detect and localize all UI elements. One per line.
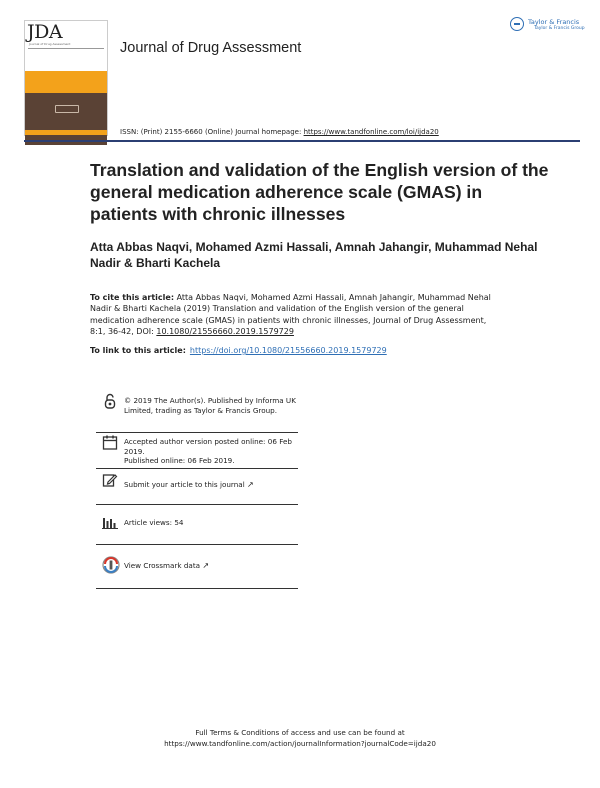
publisher-logo[interactable] (510, 17, 585, 37)
edit-icon (102, 472, 118, 488)
submit-article-label: Submit your article to this journal (124, 480, 245, 489)
cover-brown-band (25, 93, 107, 145)
cover-divider (28, 48, 104, 49)
open-access-text: © 2019 The Author(s). Published by Informa UK Limited, trading as Taylor & Francis Group. (124, 396, 296, 415)
citation-doi-link[interactable]: 10.1080/21556660.2019.1579729 (156, 327, 294, 337)
link-block (90, 346, 387, 355)
crossmark-icon (102, 556, 120, 574)
issn-line (120, 128, 439, 136)
cover-bottom-bar (25, 130, 107, 135)
issn-text: ISSN: (Print) 2155-6660 (Online) Journal homepage: (120, 128, 304, 136)
submit-article-link[interactable] (124, 480, 298, 490)
cover-subtitle: Journal of Drug Assessment (29, 42, 71, 46)
publication-dates (124, 437, 298, 466)
publisher-logo-name: Taylor & Francis (528, 18, 580, 26)
article-views-row (96, 504, 298, 545)
calendar-icon (102, 434, 118, 450)
external-link-icon: ↗ (202, 561, 210, 570)
journal-homepage-link[interactable]: https://www.tandfonline.com/loi/ijda20 (303, 128, 439, 136)
footer-terms-link[interactable]: https://www.tandfonline.com/action/journalInformation?journalCode=ijda20 (164, 739, 436, 748)
article-doi-link[interactable]: https://doi.org/10.1080/21556660.2019.1579729 (189, 346, 387, 355)
footer (0, 727, 600, 749)
open-access-row (96, 392, 298, 433)
citation-label: To cite this article: (90, 293, 175, 302)
submit-article-row[interactable] (96, 468, 298, 505)
article-views: Article views: 54 (124, 518, 184, 527)
external-link-icon: ↗ (247, 480, 254, 489)
citation-block (90, 292, 500, 338)
publisher-logo-icon (510, 17, 524, 31)
published-date: Published online: 06 Feb 2019. (124, 456, 235, 465)
journal-title: Journal of Drug Assessment (120, 40, 302, 56)
link-label: To link to this article: (90, 346, 186, 355)
cover-logo: JDA (27, 21, 63, 43)
publication-dates-row (96, 432, 298, 469)
bar-chart-icon (102, 514, 118, 530)
crossmark-row[interactable] (96, 544, 298, 589)
header-divider (24, 140, 580, 142)
footer-terms-text: Full Terms & Conditions of access and use can be found at (195, 728, 405, 737)
cover-orange-band (25, 71, 107, 93)
accepted-date: Accepted author version posted online: 06 Feb 2019. (124, 437, 292, 456)
cover-publisher-mark (55, 105, 79, 113)
crossmark-link[interactable] (124, 561, 298, 571)
article-title: Translation and validation of the English version of the general medication adherence scale (GMAS) in patients with chronic illnesses (90, 160, 549, 224)
crossmark-label: View Crossmark data (124, 561, 201, 570)
journal-cover (24, 20, 108, 136)
citation-text: Atta Abbas Naqvi, Mohamed Azmi Hassali, Amnah Jahangir, Muhammad Nehal Nadir & Bharti Kachela (2019) Translation and validation of the English version of the general medication adherence scale (GMAS) in patients with chronic illnesses, Journal of Drug Assessment, 8:1, 36-42, DOI: (90, 293, 491, 337)
publisher-logo-group: Taylor & Francis Group (534, 26, 585, 31)
open-access-icon (102, 393, 118, 409)
article-authors: Atta Abbas Naqvi, Mohamed Azmi Hassali, Amnah Jahangir, Muhammad Nehal Nadir & Bharti Kachela (90, 240, 538, 270)
